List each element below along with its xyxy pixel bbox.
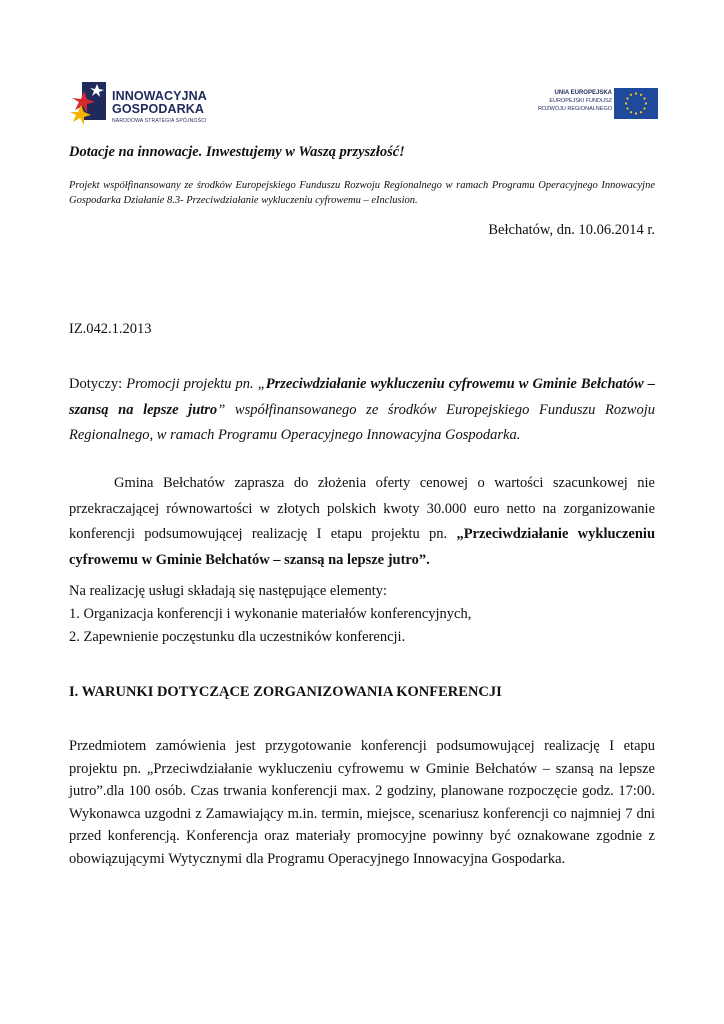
elements-list <box>69 581 471 650</box>
regarding-text-suffix: ” współfinansowanego ze środków Europejskiego Funduszu Rozwoju Regionalnego, w ramach Programu Operacyjnego Innowacyjna Gospodarka. <box>69 401 655 443</box>
eu-logo-line2: EUROPEJSKI FUNDUSZ <box>549 98 612 104</box>
regarding-project-title: Przeciwdziałanie wykluczeniu cyfrowemu w Gminie Bełchatów – szansą na lepsze jutro <box>69 376 656 418</box>
ig-emblem-icon <box>70 82 108 128</box>
motto-heading: Dotacje na innowacje. Inwestujemy w Waszą przyszłość! <box>69 144 405 160</box>
list-item: 2. Zapewnienie poczęstunku dla uczestników konferencji. <box>69 629 406 645</box>
elements-list-intro: Na realizację usługi składają się następujące elementy: <box>69 583 388 599</box>
place-date: Bełchatów, dn. 10.06.2014 r. <box>488 222 655 238</box>
invitation-project-title: „Przeciwdziałanie wykluczeniu cyfrowemu w Gminie Bełchatów – szansą na lepsze jutro”. <box>69 526 656 568</box>
ig-logo-line3: NARODOWA STRATEGIA SPÓJNOŚCI <box>112 118 207 124</box>
eu-logo-line1: UNIA EUROPEJSKA <box>554 90 612 96</box>
regarding-paragraph <box>69 372 655 449</box>
ig-logo-line1: INNOWACYJNA <box>112 89 207 103</box>
project-info-text: Projekt współfinansowany ze środków Europejskiego Funduszu Rozwoju Regionalnego w ramach Programu Operacyjnego Innowacyjne Gospodarka Działanie 8.3- Przeciwdziałanie wykluczeniu cyfrowemu – eInclusion. <box>69 180 655 206</box>
eu-logo-line3: ROZWOJU REGIONALNEGO <box>538 106 612 112</box>
innowacyjna-gospodarka-logo <box>70 78 260 130</box>
list-item: 1. Organizacja konferencji i wykonanie materiałów konferencyjnych, <box>69 606 472 622</box>
invitation-paragraph <box>69 471 655 573</box>
regarding-text-prefix: Promocji projektu pn. „ <box>126 376 266 392</box>
section-heading: I. WARUNKI DOTYCZĄCE ZORGANIZOWANIA KONFERENCJI <box>69 684 502 700</box>
eu-logo <box>530 88 658 120</box>
section-body: Przedmiotem zamówienia jest przygotowanie konferencji podsumowującej realizację I etapu projektu pn. „Przeciwdziałanie wykluczeniu cyfrowemu w Gminie Bełchatów – szansą na lepsze jutro”.dla 100 osób. Czas trwania konferencji max. 2 godziny, planowane rozpoczęcie godz. 17:00. Wykonawca uzgodni z Zamawiający m.in. termin, miejsce, scenariusz konferencji co najmniej 7 dni przed konferencją. Konferencja oraz materiały promocyjne powinny być oznakowane zgodnie z obowiązującymi Wytycznymi dla Programu Operacyjnego Innowacyjna Gospodarka. <box>69 738 655 867</box>
ig-logo-line2: GOSPODARKA <box>112 102 204 116</box>
invitation-text: Gmina Bełchatów zaprasza do złożenia oferty cenowej o wartości szacunkowej nie przekraczającej równowartości w złotych polskich kwoty 30.000 euro netto na zorganizowanie konferencji podsumowującej realizację I etapu projektu pn. <box>69 475 655 542</box>
eu-flag-icon <box>614 88 658 119</box>
regarding-label: Dotyczy: <box>69 376 123 392</box>
reference-number: IZ.042.1.2013 <box>69 321 152 337</box>
